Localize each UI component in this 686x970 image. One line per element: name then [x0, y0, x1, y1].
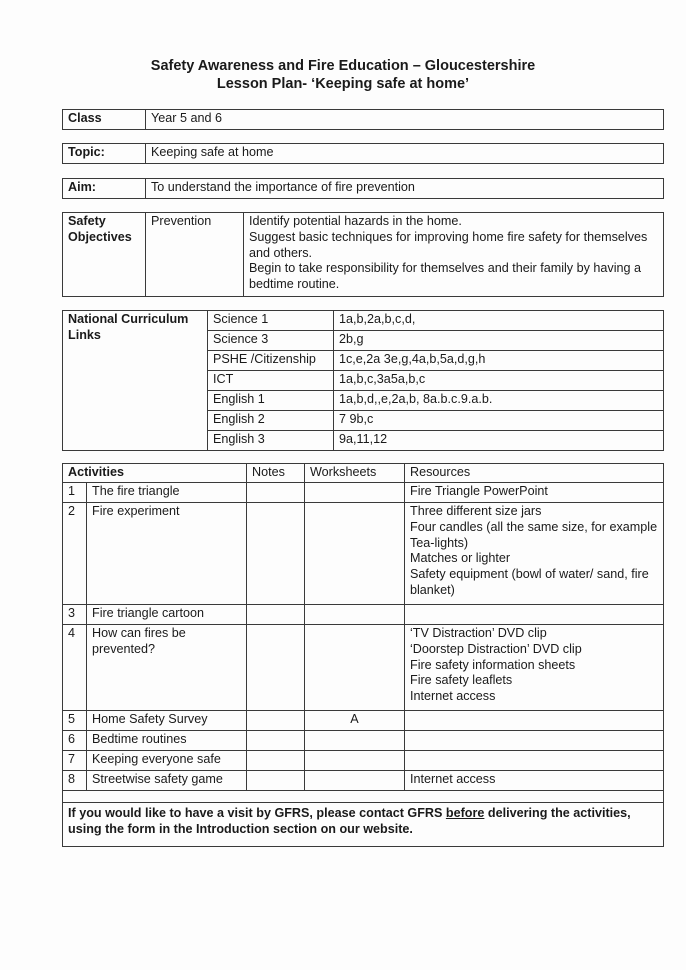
activity-resources — [405, 731, 664, 751]
curriculum-label: National Curriculum Links — [63, 311, 208, 451]
activity-row — [63, 625, 664, 711]
activity-row — [63, 771, 664, 791]
class-value: Year 5 and 6 — [146, 110, 664, 130]
activity-number: 8 — [63, 771, 87, 791]
curriculum-refs: 1a,b,2a,b,c,d, — [334, 311, 664, 331]
objective-item: Begin to take responsibility for themselves and their family by having a bedtime routine. — [249, 261, 642, 292]
curriculum-refs: 1a,b,d,,e,2a,b, 8a.b.c.9.a.b. — [334, 391, 664, 411]
activity-row — [63, 483, 664, 503]
curriculum-table — [62, 310, 664, 451]
activity-name: Fire triangle cartoon — [87, 605, 247, 625]
aim-table — [62, 178, 664, 199]
activity-notes — [247, 625, 305, 711]
activity-notes — [247, 605, 305, 625]
footer-note: If you would like to have a visit by GFRS, please contact GFRS before delivering the activities, using the form in the Introduction section on our website. — [63, 803, 664, 847]
activity-worksheets — [305, 503, 405, 605]
activity-notes — [247, 711, 305, 731]
activity-row — [63, 503, 664, 605]
activity-notes — [247, 751, 305, 771]
activity-resources: Fire Triangle PowerPoint — [405, 483, 664, 503]
title-line-1: Safety Awareness and Fire Education – Gloucestershire — [150, 58, 536, 74]
aim-value: To understand the importance of fire prevention — [146, 179, 664, 199]
activity-row — [63, 751, 664, 771]
worksheets-header: Worksheets — [305, 464, 405, 483]
curriculum-subject: PSHE /Citizenship — [208, 351, 334, 371]
class-label: Class — [63, 110, 146, 130]
curriculum-subject: English 1 — [208, 391, 334, 411]
curriculum-refs: 2b,g — [334, 331, 664, 351]
activity-row — [63, 605, 664, 625]
curriculum-subject: English 3 — [208, 431, 334, 451]
activity-number: 6 — [63, 731, 87, 751]
activity-number: 5 — [63, 711, 87, 731]
activity-resources — [405, 711, 664, 731]
objectives-list — [244, 213, 664, 297]
objective-item: Suggest basic techniques for improving home fire safety for themselves and others. — [249, 229, 648, 260]
activity-number: 3 — [63, 605, 87, 625]
safety-objectives-label: Safety Objectives — [63, 213, 146, 297]
safety-objectives-table — [62, 212, 664, 297]
activity-worksheets — [305, 483, 405, 503]
topic-label: Topic: — [63, 144, 146, 164]
activity-name: Keeping everyone safe — [87, 751, 247, 771]
curriculum-refs: 1c,e,2a 3e,g,4a,b,5a,d,g,h — [334, 351, 664, 371]
activity-worksheets — [305, 731, 405, 751]
topic-value: Keeping safe at home — [146, 144, 664, 164]
objective-item: Identify potential hazards in the home. — [249, 214, 462, 228]
activity-number: 7 — [63, 751, 87, 771]
curriculum-subject: Science 1 — [208, 311, 334, 331]
spacer-row — [63, 791, 664, 803]
curriculum-refs: 1a,b,c,3a5a,b,c — [334, 371, 664, 391]
activity-resources: Internet access — [405, 771, 664, 791]
activity-number: 1 — [63, 483, 87, 503]
activity-resources: Three different size jars Four candles (all the same size, for example Tea-lights) Matches or lighter Safety equipment (bowl of water/ sand, fire blanket) — [405, 503, 664, 605]
objective-category: Prevention — [146, 213, 244, 297]
emphasis-before: before — [445, 806, 485, 820]
activity-name: The fire triangle — [87, 483, 247, 503]
activity-worksheets — [305, 625, 405, 711]
curriculum-subject: English 2 — [208, 411, 334, 431]
activity-worksheets: A — [305, 711, 405, 731]
activities-header: Activities — [63, 464, 247, 483]
activity-resources — [405, 751, 664, 771]
class-table — [62, 109, 664, 130]
curriculum-refs: 7 9b,c — [334, 411, 664, 431]
activities-table — [62, 463, 664, 847]
activity-worksheets — [305, 771, 405, 791]
activity-row — [63, 731, 664, 751]
notes-header: Notes — [247, 464, 305, 483]
activity-name: How can fires be prevented? — [87, 625, 247, 711]
title-line-2: Lesson Plan- ‘Keeping safe at home’ — [216, 76, 470, 92]
activity-name: Home Safety Survey — [87, 711, 247, 731]
activity-name: Bedtime routines — [87, 731, 247, 751]
curriculum-subject: ICT — [208, 371, 334, 391]
activity-row — [63, 711, 664, 731]
activity-resources — [405, 605, 664, 625]
aim-label: Aim: — [63, 179, 146, 199]
activity-name: Streetwise safety game — [87, 771, 247, 791]
document-title — [0, 57, 686, 93]
activity-number: 4 — [63, 625, 87, 711]
curriculum-subject: Science 3 — [208, 331, 334, 351]
activity-notes — [247, 483, 305, 503]
curriculum-refs: 9a,11,12 — [334, 431, 664, 451]
activity-resources: ‘TV Distraction’ DVD clip ‘Doorstep Distraction’ DVD clip Fire safety information sheets Fire safety leaflets Internet access — [405, 625, 664, 711]
activity-number: 2 — [63, 503, 87, 605]
activity-name: Fire experiment — [87, 503, 247, 605]
activity-worksheets — [305, 605, 405, 625]
activity-notes — [247, 503, 305, 605]
resources-header: Resources — [405, 464, 664, 483]
activity-worksheets — [305, 751, 405, 771]
activity-notes — [247, 731, 305, 751]
topic-table — [62, 143, 664, 164]
activity-notes — [247, 771, 305, 791]
